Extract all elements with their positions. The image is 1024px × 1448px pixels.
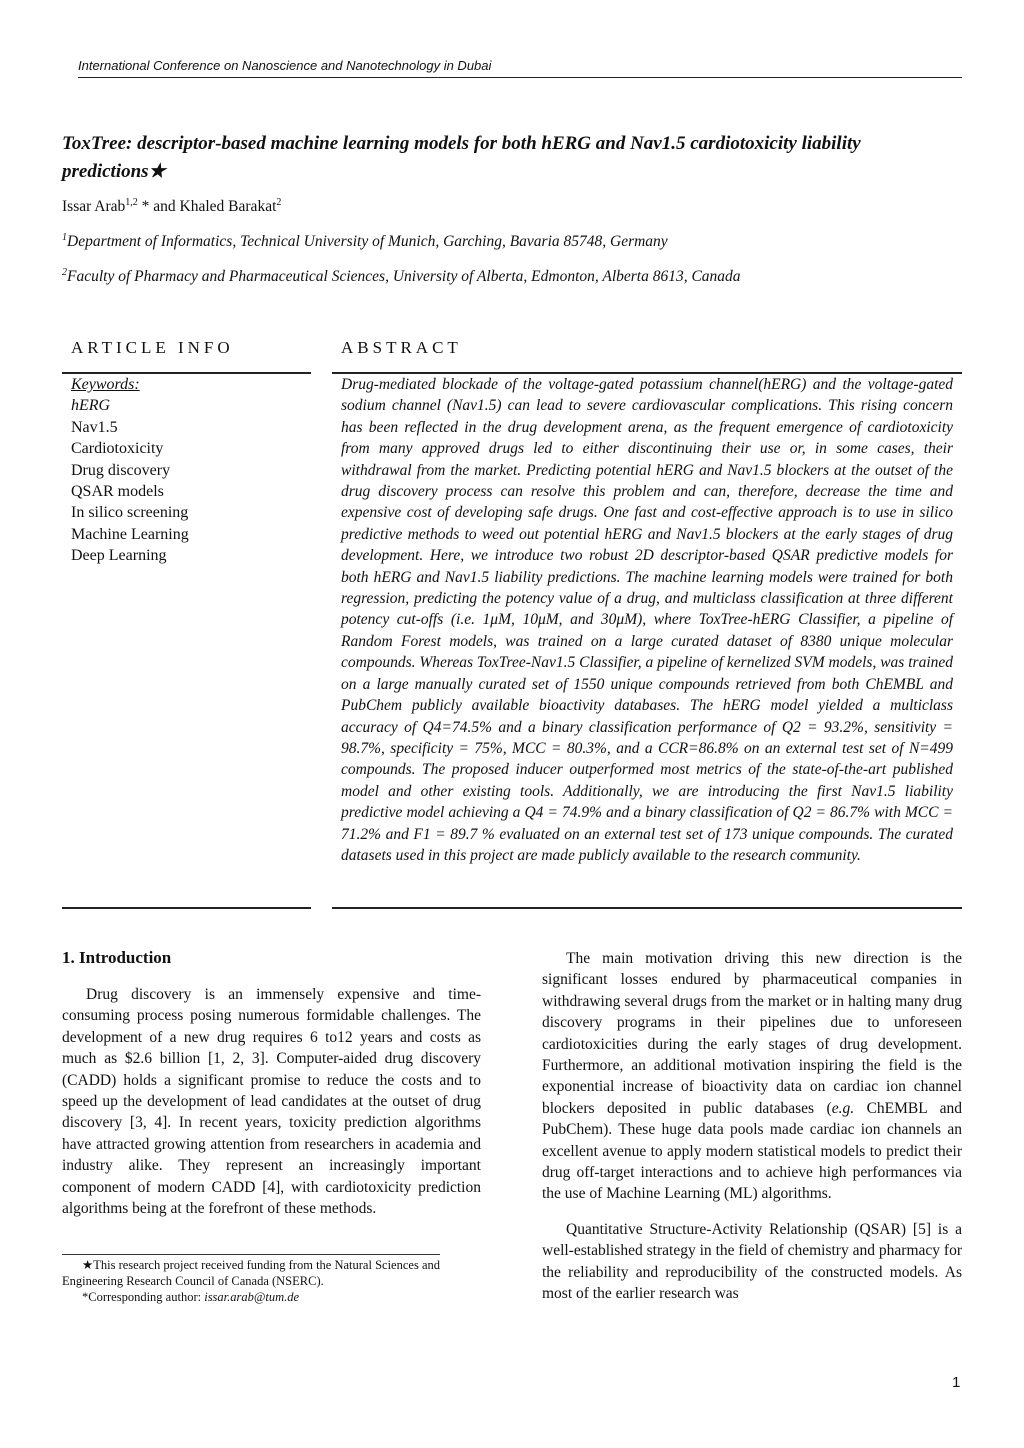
page-number: 1 — [952, 1374, 961, 1391]
funding-footnote: ★This research project received funding from the Natural Sciences and Engineering Research Council of Canada (NSERC). — [62, 1258, 440, 1288]
affiliation-1 — [62, 233, 962, 251]
paragraph — [542, 948, 962, 1205]
footnote-divider — [62, 1254, 440, 1255]
paper-title: ToxTree: descriptor-based machine learning models for both hERG and Nav1.5 cardiotoxicity liability predictions★ — [62, 133, 861, 182]
paragraph-text: The main motivation driving this new direction is the significant losses endured by pharmaceutical companies in withdrawing several drugs from the market or in halting many drug discovery programs in their pipelines due to unforeseen cardiotoxicities during the early stages of drug development. Furthermore, an additional motivation inspiring the field is the exponential increase of bioactivity data on cardiac ion channel blockers deposited in public databases ( — [542, 950, 962, 1117]
footnotes — [62, 1257, 440, 1305]
keyword-item: Drug discovery — [71, 461, 171, 479]
affiliation-2 — [62, 268, 962, 286]
keywords-list — [71, 374, 301, 567]
keyword-item: hERG — [71, 397, 111, 415]
keyword-item: Machine Learning — [71, 525, 189, 543]
author-email-link[interactable]: issar.arab@tum.de — [204, 1290, 300, 1304]
paragraph-text: ChEMBL and PubChem). These huge data pools made cardiac ion channels an excellent avenue to apply modern statistical models to predict their drug off-target interactions and to achieve high performances via the use of Machine Learning (ML) algorithms. — [542, 1099, 962, 1203]
affiliation-marker: 1,2 — [125, 196, 138, 208]
author-line — [62, 198, 281, 216]
corresponding-author-footnote — [62, 1289, 440, 1305]
section-heading: 1. Introduction — [62, 948, 172, 967]
author-separator: * and — [137, 198, 180, 215]
paragraph: Quantitative Structure-Activity Relationship (QSAR) [5] is a well-established strategy in the field of chemistry and pharmacy for the reliability and reproducibility of the constructed models. As most of the earlier research was — [542, 1220, 962, 1303]
paragraph: Drug discovery is an immensely expensive and time-consuming process posing numerous formidable challenges. The development of a new drug requires 6 to12 years and costs as much as $2.6 billion [1, 2, 3]. Computer-aided drug discovery (CADD) holds a significant promise to reduce the costs and to speed up the development of lead candidates at the outset of drug discovery [3, 4]. In recent years, toxicity prediction algorithms have attracted growing attention from researchers in academia and industry alike. They represent an increasingly important component of modern CADD [4], with cardiotoxicity prediction algorithms being at the forefront of these methods. — [62, 986, 481, 1218]
right-column — [542, 948, 962, 1319]
affiliation-text: Faculty of Pharmacy and Pharmaceutical Sciences, University of Alberta, Edmonton, Alberta 8613, Canada — [67, 268, 741, 285]
keyword-item: In silico screening — [71, 504, 189, 522]
affiliation-text: Department of Informatics, Technical University of Munich, Garching, Bavaria 85748, Germany — [67, 233, 668, 250]
left-column — [62, 948, 481, 1219]
keyword-item: Cardiotoxicity — [71, 440, 164, 458]
footnote-label: *Corresponding author: — [82, 1290, 205, 1304]
abstract-text: Drug-mediated blockade of the voltage-gated potassium channel(hERG) and the voltage-gated sodium channel (Nav1.5) can lead to severe cardiovascular complications. This rising concern has been reflected in the drug development arena, as the frequent emergence of cardiotoxicity from many approved drugs led to either discontinuing their use or, in some cases, their withdrawal from the market. Predicting potential hERG and Nav1.5 blockers at the outset of the drug discovery process can resolve this problem and can, therefore, decrease the time and expensive cost of developing safe drugs. One fast and cost-effective approach is to use in silico predictive methods to weed out potential hERG and Nav1.5 blockers at the early stages of drug development. Here, we introduce two robust 2D descriptor-based QSAR predictive models for both hERG and Nav1.5 liability predictions. The machine learning models were trained for both regression, predicting the potency value of a drug, and multiclass classification at three different potency cut-offs (i.e. 1μM, 10μM, and 30μM), where ToxTree-hERG Classifier, a pipeline of Random Forest models, was trained on a large curated dataset of 8380 unique molecular compounds. Whereas ToxTree-Nav1.5 Classifier, a pipeline of kernelized SVM models, was trained on a large manually curated set of 1550 unique compounds retrieved from both ChEMBL and PubChem publicly available bioactivity databases. The hERG model yielded a multiclass accuracy of Q4=74.5% and a binary classification performance of Q2 = 93.2%, sensitivity = 98.7%, specificity = 75%, MCC = 80.3%, and a CCR=86.8% on an external test set of N=499 compounds. The proposed inducer outperformed most metrics of the state-of-the-art published model and other existing tools. Additionally, we are introducing the first Nav1.5 liability predictive model achieving a Q4 = 74.9% and a binary classification of Q2 = 86.7% with MCC = 71.2% and F1 = 89.7 % evaluated on an external test set of 173 unique compounds. The curated datasets used in this project are made publicly available to the research community. — [341, 376, 953, 864]
keyword-item: Deep Learning — [71, 547, 167, 565]
author-name: Issar Arab — [62, 198, 126, 215]
keywords-heading: Keywords: — [71, 376, 140, 393]
affiliation-marker: 2 — [62, 266, 67, 278]
keyword-item: QSAR models — [71, 483, 164, 501]
article-info-bottom-rule — [62, 907, 311, 909]
author-name: Khaled Barakat — [179, 198, 277, 215]
affiliation-marker: 1 — [62, 231, 67, 243]
running-header: International Conference on Nanoscience and Nanotechnology in Dubai — [78, 58, 962, 78]
article-info-label: ARTICLE INFO — [71, 338, 234, 357]
abstract-bottom-rule — [332, 907, 962, 909]
affiliation-marker: 2 — [276, 196, 282, 208]
abstract-label: ABSTRACT — [341, 338, 462, 357]
keyword-item: Nav1.5 — [71, 418, 118, 436]
paragraph-emphasis: e.g. — [831, 1099, 855, 1117]
